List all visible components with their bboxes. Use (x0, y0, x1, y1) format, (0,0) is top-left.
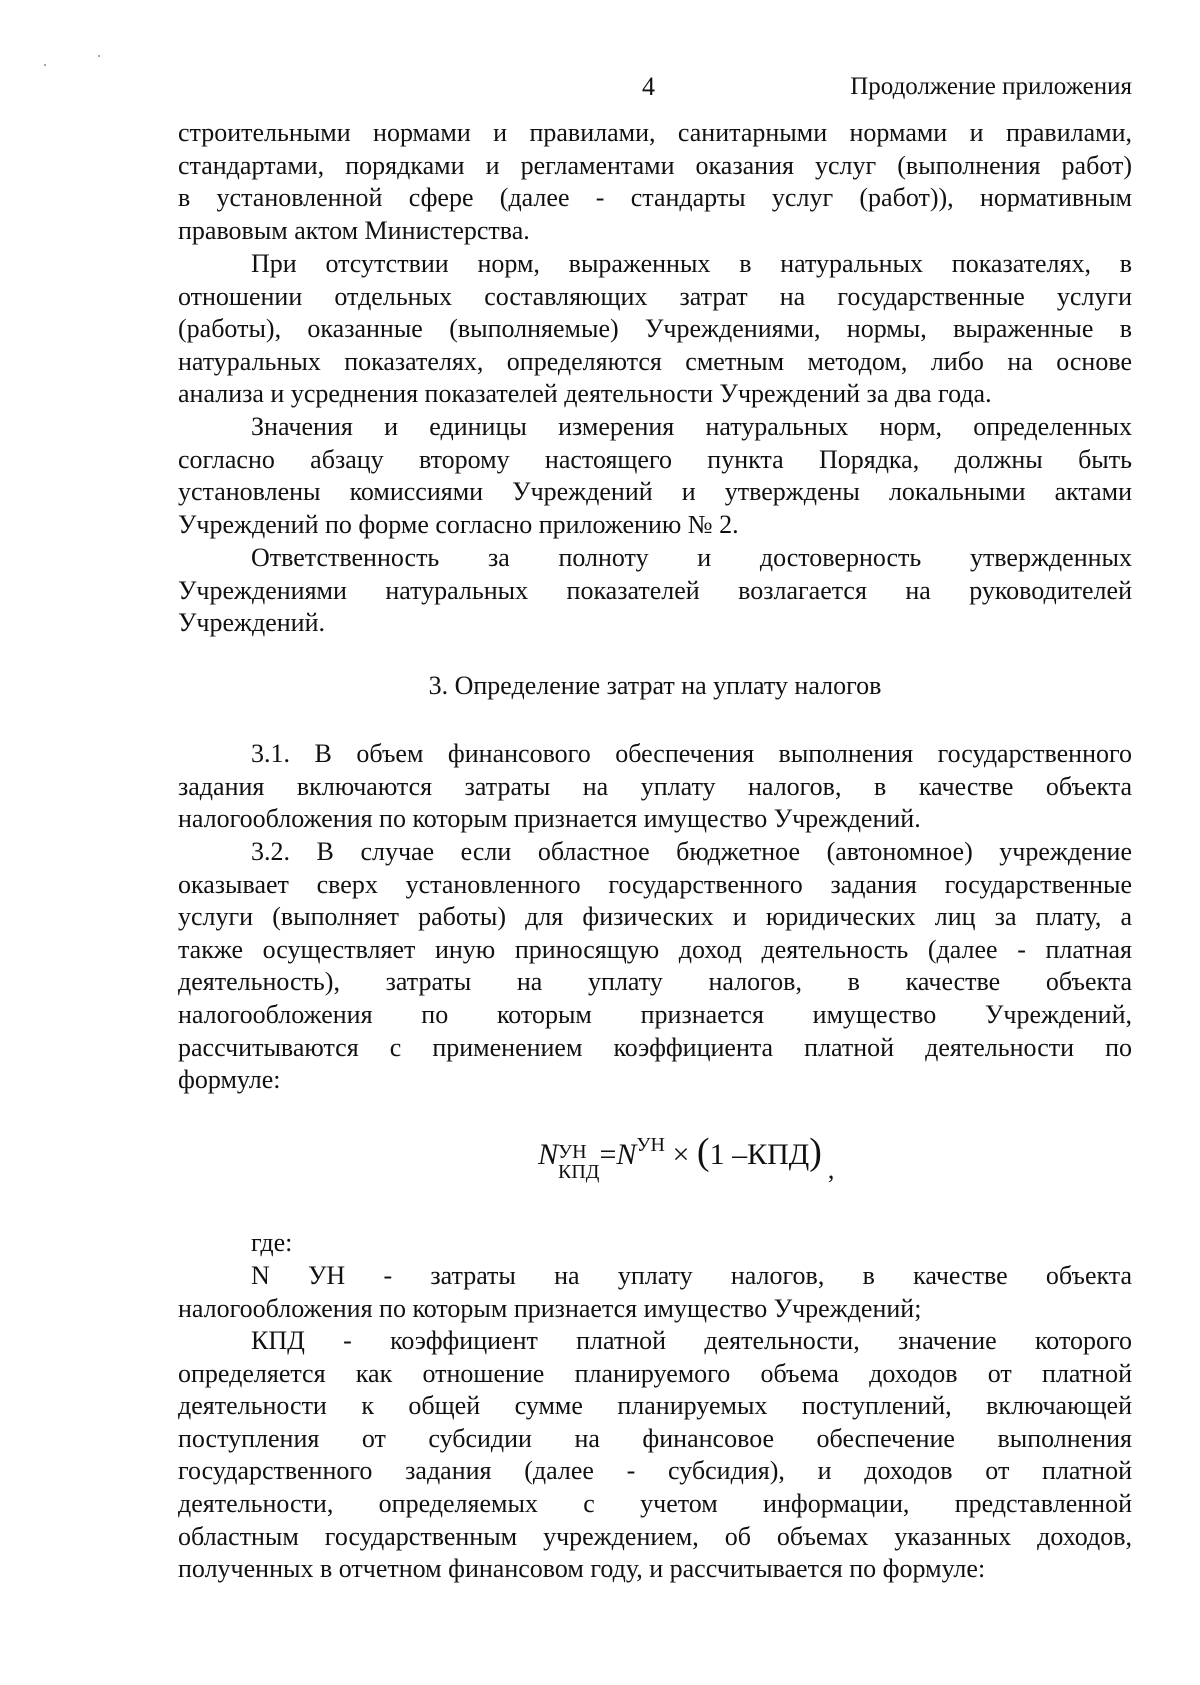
where-block (178, 1227, 1132, 1260)
text-line: задания включаются затраты на уплату налогов, в качестве объекта (178, 771, 1132, 801)
section-heading: 3. Определение затрат на уплату налогов (428, 671, 882, 700)
formula-open-paren: ( (696, 1131, 710, 1173)
formula-comma: , (827, 1155, 835, 1184)
formula-lhs-symbol: N (538, 1138, 559, 1171)
text-line: Учреждениями натуральных показателей возлагается на руководителей (178, 575, 1132, 605)
formula-rhs-sup: УН (636, 1134, 665, 1156)
text-line: налогообложения по которым признается имущество Учреждений, (178, 999, 1132, 1029)
text-line: поступления от субсидии на финансовое обеспечение выполнения (178, 1423, 1132, 1453)
text-line: налогообложения по которым признается имущество Учреждений. (178, 804, 921, 834)
text-line: Ответственность за полноту и достоверность утвержденных (251, 543, 1132, 572)
formula-one-minus: 1 – (709, 1138, 748, 1171)
paragraph-3-1 (178, 738, 1132, 836)
paragraph-3-2 (178, 836, 1132, 1097)
formula-rhs-symbol: N (616, 1138, 637, 1171)
text-line: деятельности к общей сумме планируемых поступлений, включающей (178, 1391, 1132, 1421)
scan-speck (44, 64, 46, 66)
text-line: полученных в отчетном финансовом году, и рассчитывается по формуле: (178, 1554, 986, 1584)
text-line: отношении отдельных составляющих затрат на государственные услуги (178, 281, 1132, 311)
formula-lhs-indices (558, 1142, 599, 1182)
text-line: 3.2. В случае если областное бюджетное (автономное) учреждение (251, 837, 1132, 866)
text-line: (работы), оказанные (выполняемые) Учреждениями, нормы, выраженные в (178, 314, 1132, 344)
text-line: услуги (выполняет работы) для физических и юридических лиц за плату, а (178, 902, 1132, 932)
text-line: установлены комиссиями Учреждений и утверждены локальными актами (178, 477, 1132, 507)
text-line: Значения и единицы измерения натуральных норм, определенных (251, 412, 1132, 441)
formula-lhs-sub: КПД (558, 1161, 600, 1183)
text-line: строительными нормами и правилами, санитарными нормами и правилами, (178, 118, 1132, 147)
text-line: государственного задания (далее - субсидия), и доходов от платной (178, 1456, 1132, 1486)
text-line: деятельность), затраты на уплату налогов, в качестве объекта (178, 967, 1132, 997)
text-line: правовым актом Министерства. (178, 215, 530, 245)
text-line: анализа и усреднения показателей деятельности Учреждений за два года. (178, 379, 992, 409)
definition-n-un (178, 1260, 1132, 1325)
page-number: 4 (642, 72, 655, 101)
paragraph-continuation (178, 117, 1132, 247)
text-line: КПД - коэффициент платной деятельности, значение которого (251, 1326, 1132, 1355)
text-line: деятельности, определяемых с учетом информации, представленной (178, 1488, 1132, 1518)
definition-kpd (178, 1325, 1132, 1586)
formula-close-paren: ) (809, 1131, 822, 1173)
formula-times: × (672, 1138, 690, 1171)
scan-speck (98, 55, 100, 57)
text-line: формуле: (178, 1065, 281, 1095)
text-line: натуральных показателях, определяются сметным методом, либо на основе (178, 346, 1132, 376)
text-line: При отсутствии норм, выраженных в натуральных показателях, в (251, 249, 1132, 278)
formula-kpd: КПД (747, 1138, 810, 1171)
text-line: согласно абзацу второму настоящего пункта Порядка, должны быть (178, 444, 1132, 474)
formula-lhs-sup: УН (558, 1141, 587, 1163)
text-line: областным государственным учреждением, об объемах указанных доходов, (178, 1521, 1132, 1551)
text-line: налогообложения по которым признается имущество Учреждений; (178, 1293, 922, 1323)
paragraph-no-norms (178, 248, 1132, 411)
text-line: оказывает сверх установленного государственного задания государственные (178, 869, 1132, 899)
text-line: стандартами, порядками и регламентами оказания услуг (выполнения работ) (178, 150, 1132, 180)
text-line: N УН - затраты на уплату налогов, в качестве объекта (251, 1261, 1132, 1290)
text-line: 3.1. В объем финансового обеспечения выполнения государственного (251, 739, 1132, 768)
running-head: Продолжение приложения (850, 73, 1132, 100)
text-line: Учреждений. (178, 608, 325, 638)
where-label: где: (251, 1228, 293, 1257)
tax-cost-formula (538, 1125, 834, 1182)
paragraph-norm-values (178, 411, 1132, 541)
text-line: определяется как отношение планируемого объема доходов от платной (178, 1358, 1132, 1388)
formula-equals: = (599, 1138, 617, 1171)
text-line: в установленной сфере (далее - стандарты услуг (работ)), нормативным (178, 183, 1132, 213)
text-line: Учреждений по форме согласно приложению № 2. (178, 509, 739, 539)
text-line: рассчитываются с применением коэффициента платной деятельности по (178, 1032, 1132, 1062)
paragraph-responsibility (178, 542, 1132, 640)
text-line: также осуществляет иную приносящую доход деятельность (далее - платная (178, 934, 1132, 964)
